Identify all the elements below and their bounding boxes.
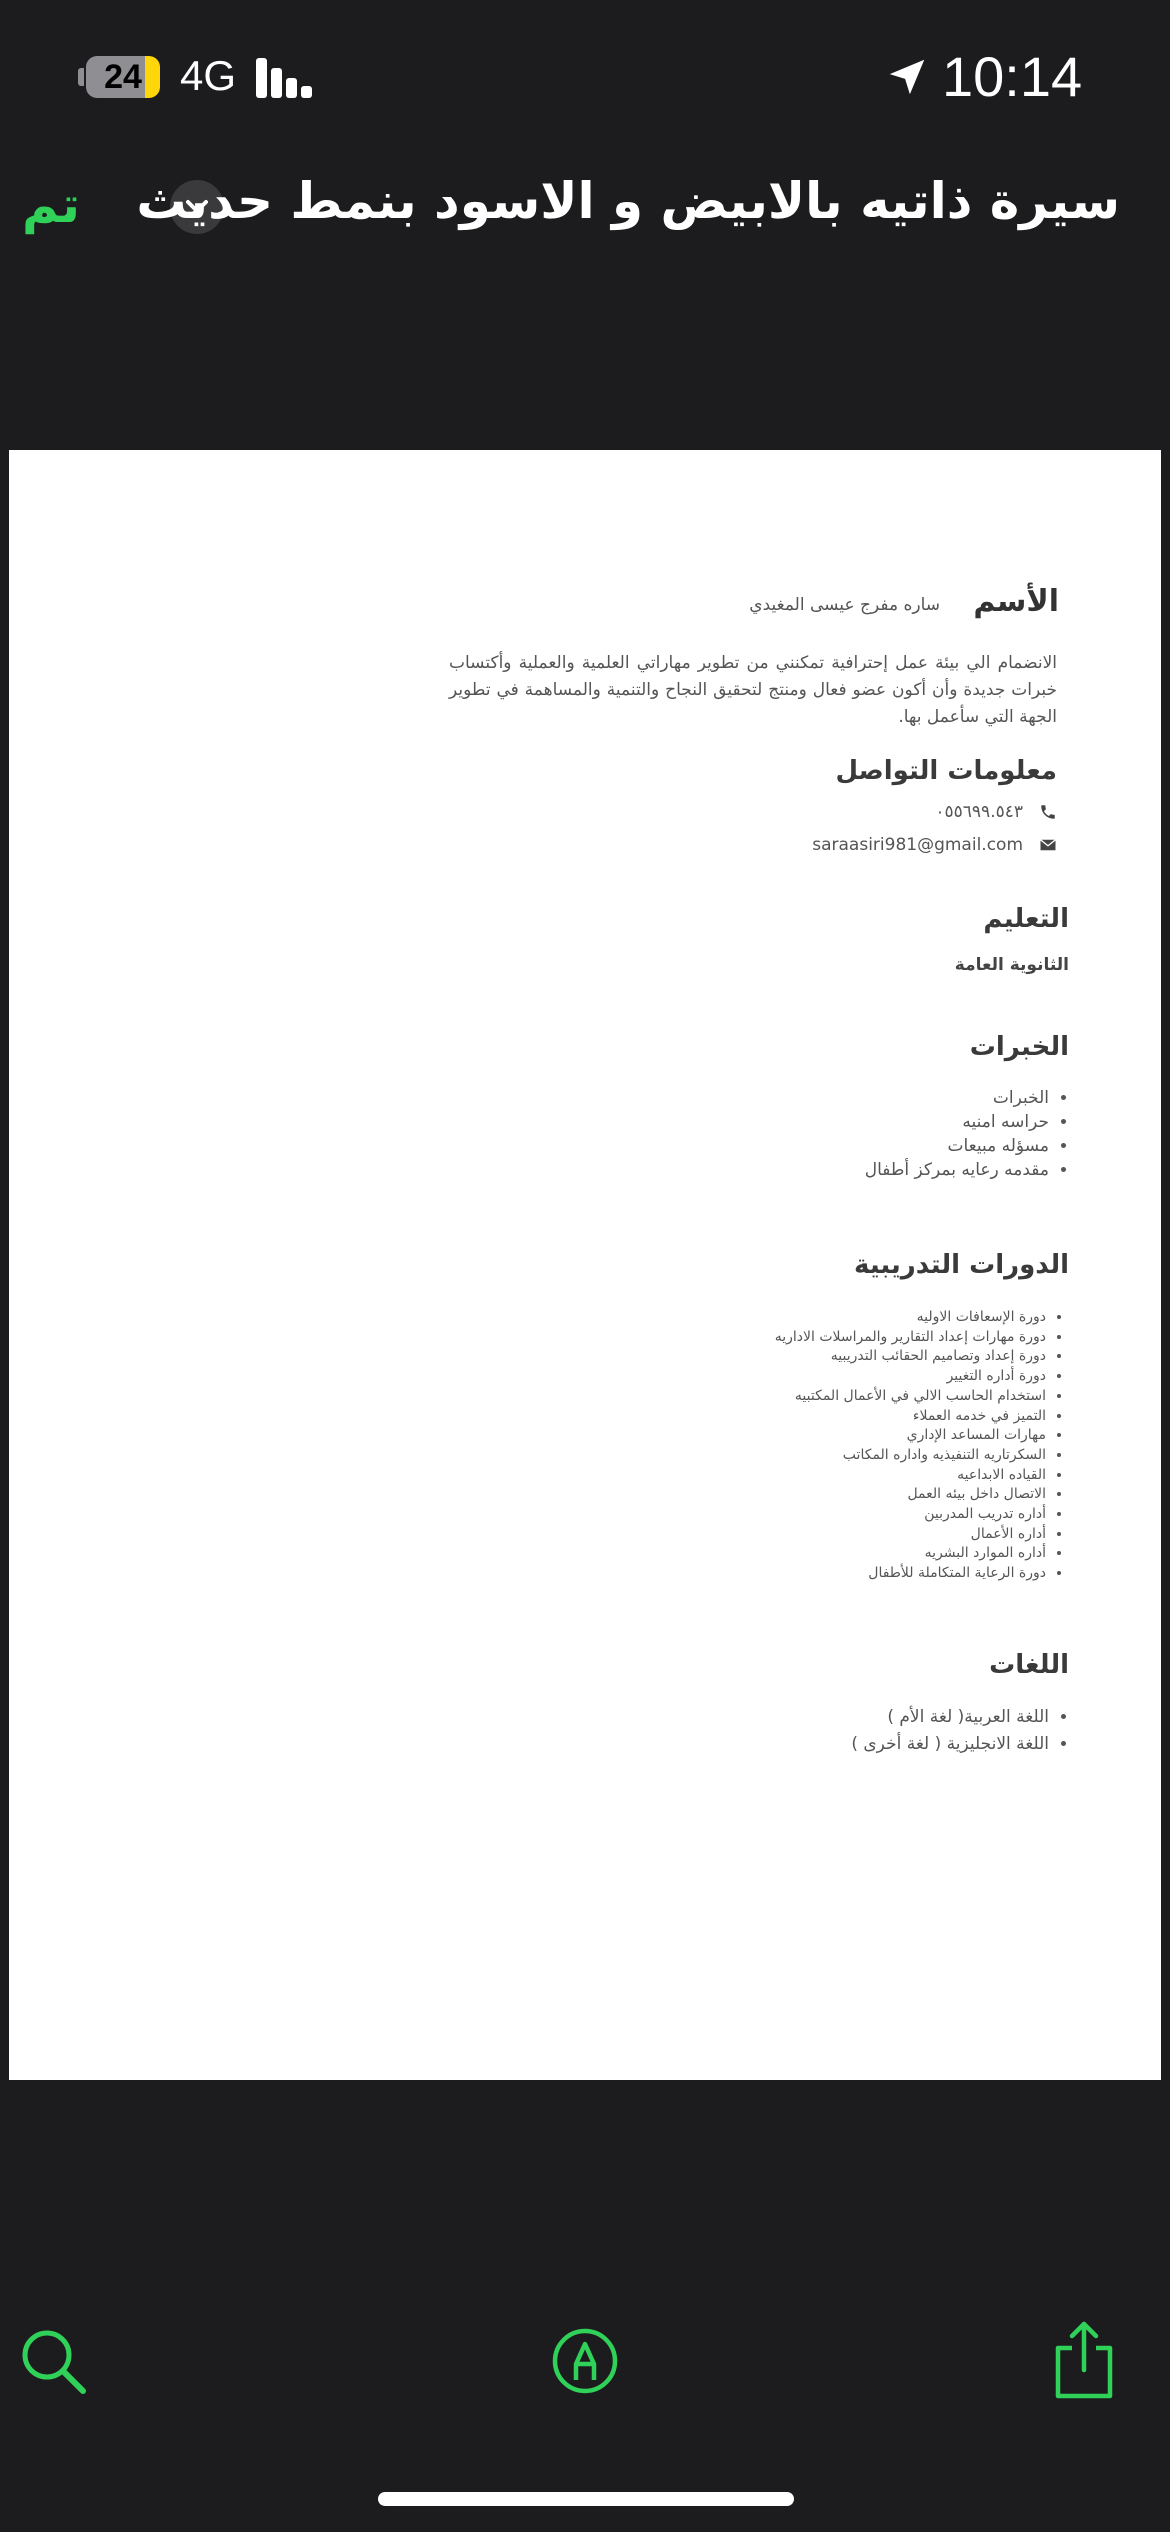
list-item: • السكرتاريه التنفيذيه واداره المكاتب bbox=[766, 1446, 1046, 1466]
phone-value: ٠٥٥٦٩٩.٥٤٣ bbox=[935, 802, 1023, 822]
name-label: الأسم bbox=[973, 584, 1059, 619]
done-button[interactable]: تم bbox=[22, 176, 80, 234]
status-bar bbox=[0, 0, 1170, 150]
email-value: saraasiri981@gmail.com bbox=[812, 835, 1023, 855]
list-item: • التميز في خدمه العملاء bbox=[766, 1407, 1046, 1427]
list-item: • دورة إعداد وتصاميم الحقائب التدريبيه bbox=[766, 1347, 1046, 1367]
phone-row bbox=[935, 802, 1057, 822]
list-item: • الخبرات bbox=[865, 1086, 1049, 1110]
battery-nub bbox=[78, 68, 84, 86]
list-item: • حراسه امنيه bbox=[865, 1110, 1049, 1134]
training-list bbox=[766, 1308, 1066, 1584]
signal-icon bbox=[256, 58, 316, 98]
list-item: • استخدام الحاسب الالي في الأعمال المكتبيه bbox=[766, 1387, 1046, 1407]
list-item: • مسؤله مبيعات bbox=[865, 1134, 1049, 1158]
list-item: • دورة الإسعافات الاوليه bbox=[766, 1308, 1046, 1328]
education-value: الثانوية العامة bbox=[954, 955, 1069, 975]
list-item: • دورة الرعاية المتكاملة للأطفال bbox=[766, 1564, 1046, 1584]
list-item: • أداره الأعمال bbox=[766, 1525, 1046, 1545]
contact-title: معلومات التواصل bbox=[835, 756, 1057, 786]
list-item: • أداره تدريب المدربين bbox=[766, 1505, 1046, 1525]
list-item: • القياده الابداعيه bbox=[766, 1466, 1046, 1486]
list-item: • مقدمه رعايه بمركز أطفال bbox=[865, 1158, 1049, 1182]
list-item: • اللغة الانجليزية ( لغة أخرى ) bbox=[851, 1731, 1049, 1758]
training-title: الدورات التدريبية bbox=[854, 1250, 1069, 1280]
name-value: ساره مفرج عيسى المغيدي bbox=[749, 595, 940, 615]
markup-pen-icon[interactable] bbox=[552, 2328, 618, 2394]
experience-title: الخبرات bbox=[969, 1032, 1069, 1062]
list-item: • مهارات المساعد الإداري bbox=[766, 1426, 1046, 1446]
list-item: • دورة أداره التغيير bbox=[766, 1367, 1046, 1387]
list-item: • الاتصال داخل بيئه العمل bbox=[766, 1485, 1046, 1505]
search-icon[interactable] bbox=[20, 2328, 88, 2396]
network-type: 4G bbox=[180, 52, 237, 99]
envelope-icon bbox=[1039, 836, 1057, 854]
list-item: • دورة مهارات إعداد التقارير والمراسلات الاداريه bbox=[766, 1328, 1046, 1348]
location-arrow-icon bbox=[884, 54, 930, 100]
phone-icon bbox=[1039, 803, 1057, 821]
document-title: سيرة ذاتيه بالابيض و الاسود بنمط حديث bbox=[136, 172, 1120, 230]
document-page[interactable] bbox=[9, 450, 1161, 2080]
list-item: • اللغة العربية( لغة الأم ) bbox=[851, 1704, 1049, 1731]
experience-list bbox=[865, 1086, 1069, 1182]
languages-list bbox=[851, 1704, 1069, 1758]
share-icon[interactable] bbox=[1052, 2320, 1116, 2400]
home-indicator[interactable] bbox=[378, 2492, 794, 2506]
clock: 10:14 bbox=[942, 45, 1083, 108]
list-item: • أداره الموارد البشريه bbox=[766, 1544, 1046, 1564]
battery-level: 24 bbox=[104, 58, 142, 96]
education-title: التعليم bbox=[983, 904, 1069, 934]
objective-text: الانضمام الي بيئة عمل إحترافية تمكنني من تطوير مهاراتي العلمية والعملية وأكتساب خبرات جديدة وأن أكون عضو فعال ومنتج لتحقيق النجاح والتنمية والمساهمة في تطوير الجهة التي سأعمل بها. bbox=[449, 653, 1057, 727]
email-row bbox=[812, 835, 1057, 855]
languages-title: اللغات bbox=[989, 1650, 1069, 1680]
